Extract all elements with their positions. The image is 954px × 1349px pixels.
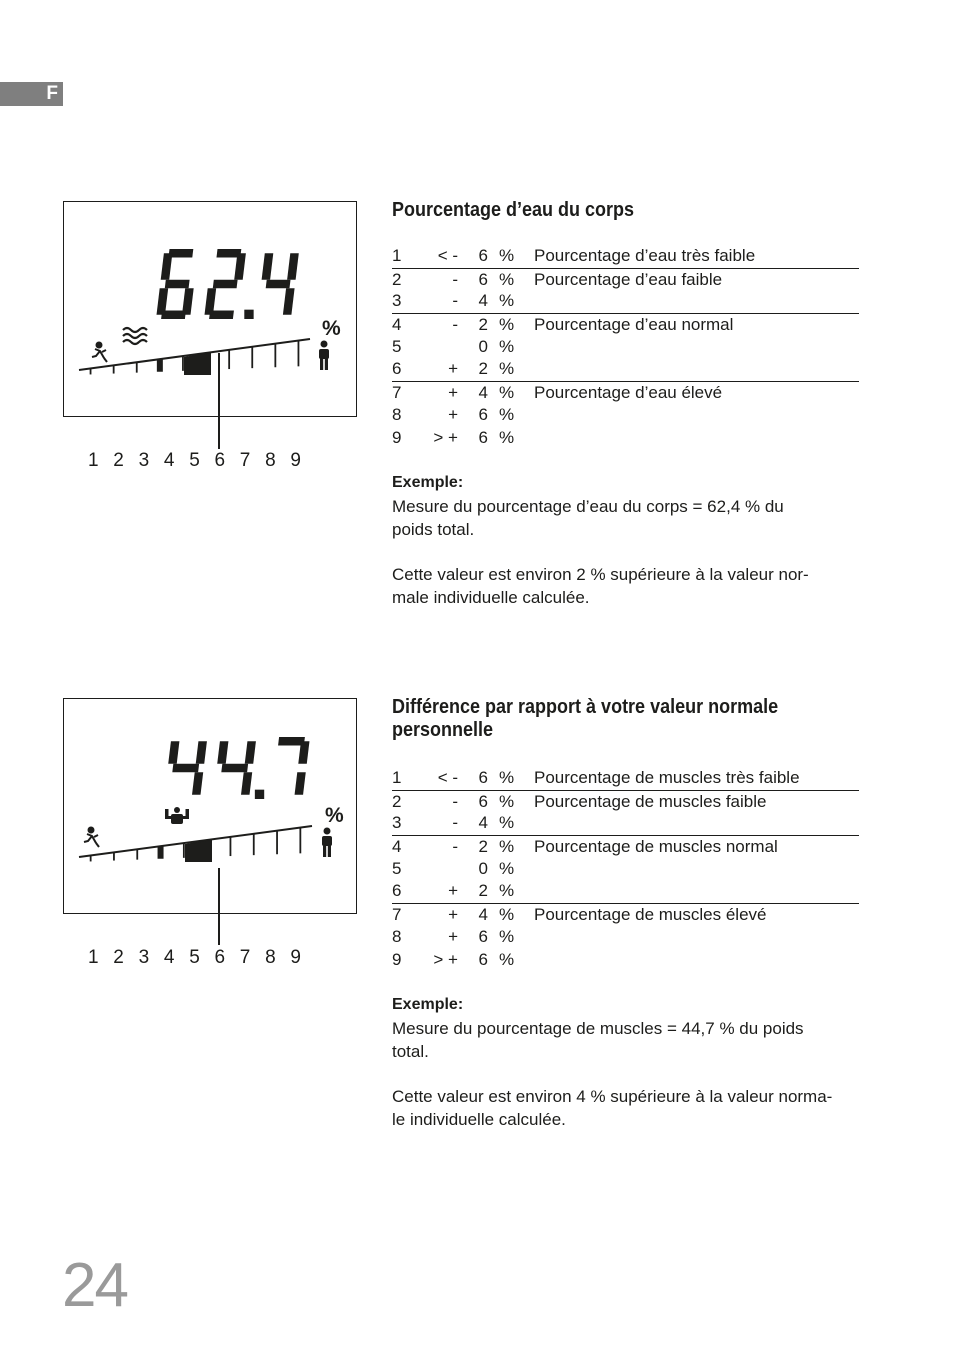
lcd-segment [262, 253, 274, 280]
page-number: 24 [62, 1251, 127, 1320]
scale-number: 6 [214, 450, 226, 471]
row-number: 1 [392, 768, 402, 787]
table-row [392, 926, 859, 949]
row-unit: % [499, 837, 515, 857]
scale-number: 4 [163, 947, 175, 968]
row-description: Pourcentage de muscles faible [534, 791, 767, 811]
row-value: 4 [478, 383, 488, 403]
scale-number: 3 [138, 947, 150, 968]
table-row [392, 245, 859, 268]
lcd-segment [217, 741, 228, 764]
row-description: Pourcentage d’eau élevé [534, 383, 723, 403]
table-row [392, 381, 859, 404]
lcd-segment [172, 764, 199, 773]
row-unit: % [499, 813, 515, 833]
row-unit: % [499, 383, 515, 403]
scale-number: 8 [265, 947, 276, 968]
row-sign: - [452, 269, 458, 289]
row-unit: % [499, 315, 515, 335]
row-number: 3 [392, 813, 402, 833]
row-sign: > + [433, 949, 458, 969]
table-row [392, 858, 859, 881]
lcd-segment [283, 288, 295, 315]
example-line: Mesure du pourcentage d’eau du corps = 62,4 % du [392, 497, 784, 516]
example-line: Mesure du pourcentage de muscles = 44,7 % du poids [392, 1019, 804, 1038]
row-number: 9 [392, 427, 402, 447]
row-sign: > + [433, 427, 458, 447]
athlete-icon [84, 828, 99, 848]
category-table [392, 767, 859, 971]
table-row [392, 767, 859, 790]
row-number: 7 [392, 905, 402, 925]
row-unit: % [499, 336, 515, 356]
row-number: 6 [392, 359, 402, 379]
row-description: Pourcentage d’eau faible [534, 269, 723, 289]
row-description: Pourcentage d’eau très faible [534, 246, 756, 265]
row-value: 2 [478, 881, 488, 901]
scale-number: 1 [88, 450, 99, 471]
lcd-segment [266, 280, 291, 289]
row-unit: % [499, 926, 515, 946]
scale-number: 1 [88, 947, 99, 968]
lcd-display-muscle [63, 698, 357, 914]
row-sign: - [452, 315, 458, 335]
table-row [392, 812, 859, 835]
section-title [392, 696, 806, 742]
scale-number: 7 [239, 947, 251, 968]
scale-number: 9 [290, 947, 301, 968]
lcd-drawing-water [64, 202, 358, 418]
example-text [392, 1017, 862, 1063]
example-text [392, 495, 862, 541]
row-value: 6 [478, 246, 488, 265]
row-number: 8 [392, 404, 402, 424]
lcd-decimal-point [244, 310, 253, 319]
person-icon [322, 828, 332, 858]
lcd-scale [79, 826, 312, 862]
note-line: Cette valeur est environ 2 % supérieure à la valeur nor- [392, 565, 809, 584]
row-value: 6 [478, 404, 488, 424]
lcd-digits [157, 249, 299, 319]
athlete-icon [92, 343, 107, 363]
row-description: Pourcentage d’eau normal [534, 315, 734, 335]
row-sign: + [448, 905, 458, 925]
row-number: 5 [392, 336, 402, 356]
scale-number: 3 [138, 450, 150, 471]
example-line: poids total. [392, 520, 475, 539]
row-number: 5 [392, 858, 402, 878]
row-number: 6 [392, 881, 402, 901]
table-row [392, 358, 859, 381]
note-text [392, 563, 862, 609]
note-line: Cette valeur est environ 4 % supérieure à la valeur norma- [392, 1087, 833, 1106]
row-number: 9 [392, 949, 402, 969]
lcd-segment [196, 741, 207, 764]
table-row [392, 835, 859, 858]
row-value: 0 [478, 336, 488, 356]
row-unit: % [499, 269, 515, 289]
example-label: Exemple: [392, 996, 464, 1013]
row-unit: % [499, 858, 515, 878]
row-description: Pourcentage de muscles normal [534, 837, 778, 857]
lcd-scale [79, 339, 310, 375]
row-sign: - [452, 837, 458, 857]
scale-number: 7 [239, 450, 251, 471]
row-sign: + [448, 359, 458, 379]
row-description: Pourcentage de muscles très faible [534, 768, 800, 787]
lcd-segment [287, 253, 299, 280]
lcd-segment [165, 280, 190, 289]
table-row [392, 427, 859, 450]
table-row [392, 336, 859, 359]
scale-pointer [218, 353, 220, 449]
row-number: 3 [392, 291, 402, 311]
row-value: 4 [478, 905, 488, 925]
row-unit: % [499, 905, 515, 925]
row-number: 7 [392, 383, 402, 403]
title-line: personnelle [392, 719, 494, 741]
row-sign: < - [437, 246, 458, 265]
scale-number: 9 [290, 450, 301, 471]
lcd-segment [295, 772, 306, 795]
row-number: 2 [392, 269, 402, 289]
note-text [392, 1085, 862, 1131]
table-row [392, 404, 859, 427]
row-sign: + [448, 404, 458, 424]
row-number: 2 [392, 791, 402, 811]
row-value: 4 [478, 813, 488, 833]
row-sign: - [452, 291, 458, 311]
lcd-segment [192, 772, 203, 795]
row-number: 4 [392, 315, 402, 335]
muscle-icon [165, 807, 189, 824]
category-table [392, 245, 859, 449]
row-unit: % [499, 791, 515, 811]
lcd-segment [161, 253, 173, 280]
row-unit: % [499, 768, 515, 787]
table-row [392, 880, 859, 903]
example-line: total. [392, 1042, 429, 1061]
scale-number: 5 [189, 947, 200, 968]
row-sign: + [448, 926, 458, 946]
row-sign: + [448, 383, 458, 403]
table-row [392, 949, 859, 972]
row-value: 6 [478, 427, 488, 447]
table-row [392, 790, 859, 813]
row-value: 6 [478, 791, 488, 811]
lcd-percent-sign: % [325, 804, 344, 827]
scale-number: 8 [265, 450, 276, 471]
row-number: 1 [392, 246, 402, 265]
lcd-segment [168, 741, 179, 764]
row-number: 4 [392, 837, 402, 857]
row-value: 0 [478, 858, 488, 878]
row-description: Pourcentage de muscles élevé [534, 905, 767, 925]
scale-number: 2 [113, 450, 124, 471]
row-unit: % [499, 291, 515, 311]
scale-numbers [88, 947, 316, 969]
language-tab: F [0, 82, 63, 106]
scale-numbers [88, 450, 316, 472]
scale-number: 5 [189, 450, 200, 471]
lcd-display-water [63, 201, 357, 417]
scale-number: 6 [214, 947, 226, 968]
lcd-drawing-muscle [64, 699, 358, 915]
lcd-segment [213, 280, 238, 289]
row-sign: - [452, 813, 458, 833]
row-value: 6 [478, 926, 488, 946]
lcd-segment [245, 741, 256, 764]
row-unit: % [499, 881, 515, 901]
table-row [392, 313, 859, 336]
section-title: Pourcentage d’eau du corps [392, 199, 635, 221]
row-unit: % [499, 246, 515, 265]
lcd-segment [241, 772, 252, 795]
row-value: 2 [478, 359, 488, 379]
row-unit: % [499, 359, 515, 379]
scale-number: 2 [113, 947, 124, 968]
row-value: 6 [478, 269, 488, 289]
row-value: 4 [478, 291, 488, 311]
row-unit: % [499, 404, 515, 424]
row-sign: + [448, 881, 458, 901]
scale-pointer [218, 868, 220, 945]
scale-number: 4 [163, 450, 175, 471]
table-row [392, 268, 859, 291]
lcd-percent-sign: % [322, 317, 341, 340]
lcd-segment [221, 764, 248, 773]
table-row [392, 903, 859, 926]
row-sign: < - [437, 768, 458, 787]
row-value: 2 [478, 315, 488, 335]
table-row [392, 290, 859, 313]
row-number: 8 [392, 926, 402, 946]
lcd-decimal-point [255, 790, 264, 799]
row-value: 2 [478, 837, 488, 857]
row-sign: - [452, 791, 458, 811]
note-line: male individuelle calculée. [392, 588, 590, 607]
water-waves-icon [123, 328, 147, 344]
example-label: Exemple: [392, 474, 464, 491]
row-unit: % [499, 949, 515, 969]
title-line: Différence par rapport à votre valeur normale [392, 696, 779, 718]
person-icon [319, 341, 329, 371]
row-unit: % [499, 427, 515, 447]
note-line: le individuelle calculée. [392, 1110, 566, 1129]
row-value: 6 [478, 949, 488, 969]
lcd-digits [168, 737, 309, 799]
row-value: 6 [478, 768, 488, 787]
